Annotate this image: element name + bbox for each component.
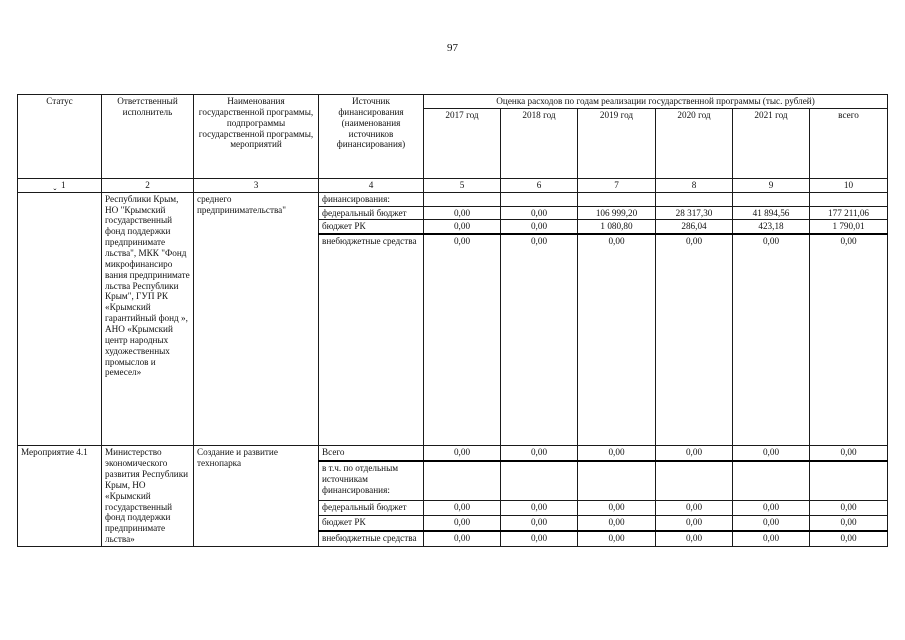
total-cell: 177 211,06 (810, 206, 888, 220)
column-number: 4 (319, 178, 424, 192)
program-name-cell: среднего предпринимательства" (194, 192, 319, 446)
value-cell: 0,00 (424, 234, 501, 446)
column-number: 5 (424, 178, 501, 192)
value-cell (501, 192, 578, 206)
header-year: 2018 год (501, 108, 578, 178)
value-cell (424, 192, 501, 206)
value-cell: 0,00 (424, 446, 501, 462)
value-cell (424, 461, 501, 500)
value-cell: 0,00 (578, 234, 656, 446)
header-estimate: Оценка расходов по годам реализации государственной программы (тыс. рублей) (424, 95, 888, 109)
value-cell: 0,00 (578, 531, 656, 547)
column-numbers-row (18, 178, 888, 192)
column-number: 8 (656, 178, 733, 192)
page-number: 97 (447, 42, 458, 54)
value-cell: 0,00 (656, 234, 733, 446)
source-cell: внебюджетные средства (319, 531, 424, 547)
value-cell: 0,00 (501, 515, 578, 531)
source-cell: бюджет РК (319, 220, 424, 234)
header-year: 2019 год (578, 108, 656, 178)
value-cell: 0,00 (501, 220, 578, 234)
total-cell: 1 790,01 (810, 220, 888, 234)
source-cell: федеральный бюджет (319, 500, 424, 515)
value-cell: 286,04 (656, 220, 733, 234)
source-cell: бюджет РК (319, 515, 424, 531)
value-cell: 0,00 (656, 531, 733, 547)
value-cell: 0,00 (424, 515, 501, 531)
source-cell: Всего (319, 446, 424, 462)
table-row (18, 192, 888, 206)
value-cell: 0,00 (501, 531, 578, 547)
value-cell (656, 461, 733, 500)
total-cell: 0,00 (810, 531, 888, 547)
value-cell: 28 317,30 (656, 206, 733, 220)
value-cell: 0,00 (656, 500, 733, 515)
source-cell: внебюджетные средства (319, 234, 424, 446)
header-status: Статус (18, 95, 102, 179)
source-cell: федеральный бюджет (319, 206, 424, 220)
value-cell: 41 894,56 (733, 206, 810, 220)
value-cell: 0,00 (424, 220, 501, 234)
value-cell: 0,00 (656, 515, 733, 531)
total-cell: 0,00 (810, 515, 888, 531)
column-number: 6 (501, 178, 578, 192)
executor-cell: Республики Крым, НО "Крымский государственный фонд поддержки предпринимате льства", МКК "Фонд микрофинансиро вания предпринимате льства Республики Крым", ГУП РК «Крымский гарантийный фонд », АНО «Крымский центр народных художественных промыслов и ремесел» (102, 192, 194, 446)
value-cell: 0,00 (656, 446, 733, 462)
value-cell: 0,00 (578, 515, 656, 531)
value-cell: 106 999,20 (578, 206, 656, 220)
header-year: 2021 год (733, 108, 810, 178)
value-cell: 0,00 (733, 500, 810, 515)
value-cell: 0,00 (733, 515, 810, 531)
value-cell: 0,00 (424, 531, 501, 547)
value-cell: 0,00 (501, 206, 578, 220)
column-number: ˬ 1 (18, 178, 102, 192)
column-number: 10 (810, 178, 888, 192)
value-cell: 0,00 (501, 446, 578, 462)
value-cell: 0,00 (424, 500, 501, 515)
program-name-cell: Создание и развитие технопарка (194, 446, 319, 547)
total-cell: 0,00 (810, 500, 888, 515)
value-cell (578, 461, 656, 500)
column-number-prefix: ˬ (53, 179, 57, 190)
header-year: 2020 год (656, 108, 733, 178)
value-cell (733, 461, 810, 500)
total-cell: 0,00 (810, 234, 888, 446)
header-total: всего (810, 108, 888, 178)
table-row (18, 446, 888, 462)
value-cell: 0,00 (733, 234, 810, 446)
value-cell (578, 192, 656, 206)
column-number: 9 (733, 178, 810, 192)
executor-cell: Министерство экономического развития Республики Крым, НО «Крымский государственный фонд поддержки предпринимате льства» (102, 446, 194, 547)
column-number: 2 (102, 178, 194, 192)
header-program-name: Наименования государственной программы, подпрограммы государственной программы, мероприятий (194, 95, 319, 179)
total-cell (810, 192, 888, 206)
value-cell (733, 192, 810, 206)
budget-table (17, 94, 888, 547)
value-cell: 0,00 (578, 446, 656, 462)
value-cell: 0,00 (501, 500, 578, 515)
value-cell: 0,00 (733, 446, 810, 462)
column-number: 7 (578, 178, 656, 192)
value-cell: 0,00 (733, 531, 810, 547)
value-cell: 0,00 (501, 234, 578, 446)
value-cell (656, 192, 733, 206)
header-year: 2017 год (424, 108, 501, 178)
value-cell: 423,18 (733, 220, 810, 234)
total-cell (810, 461, 888, 500)
value-cell: 0,00 (424, 206, 501, 220)
header-executor: Ответственный исполнитель (102, 95, 194, 179)
value-cell (501, 461, 578, 500)
header-source: Источник финансирования (наименования источников финансирования) (319, 95, 424, 179)
status-cell (18, 192, 102, 446)
value-cell: 0,00 (578, 500, 656, 515)
status-cell: Мероприятие 4.1 (18, 446, 102, 547)
total-cell: 0,00 (810, 446, 888, 462)
source-cell: в т.ч. по отдельным источникам финансирования: (319, 461, 424, 500)
column-number: 3 (194, 178, 319, 192)
header-row-1 (18, 95, 888, 109)
source-cell: финансирования: (319, 192, 424, 206)
value-cell: 1 080,80 (578, 220, 656, 234)
